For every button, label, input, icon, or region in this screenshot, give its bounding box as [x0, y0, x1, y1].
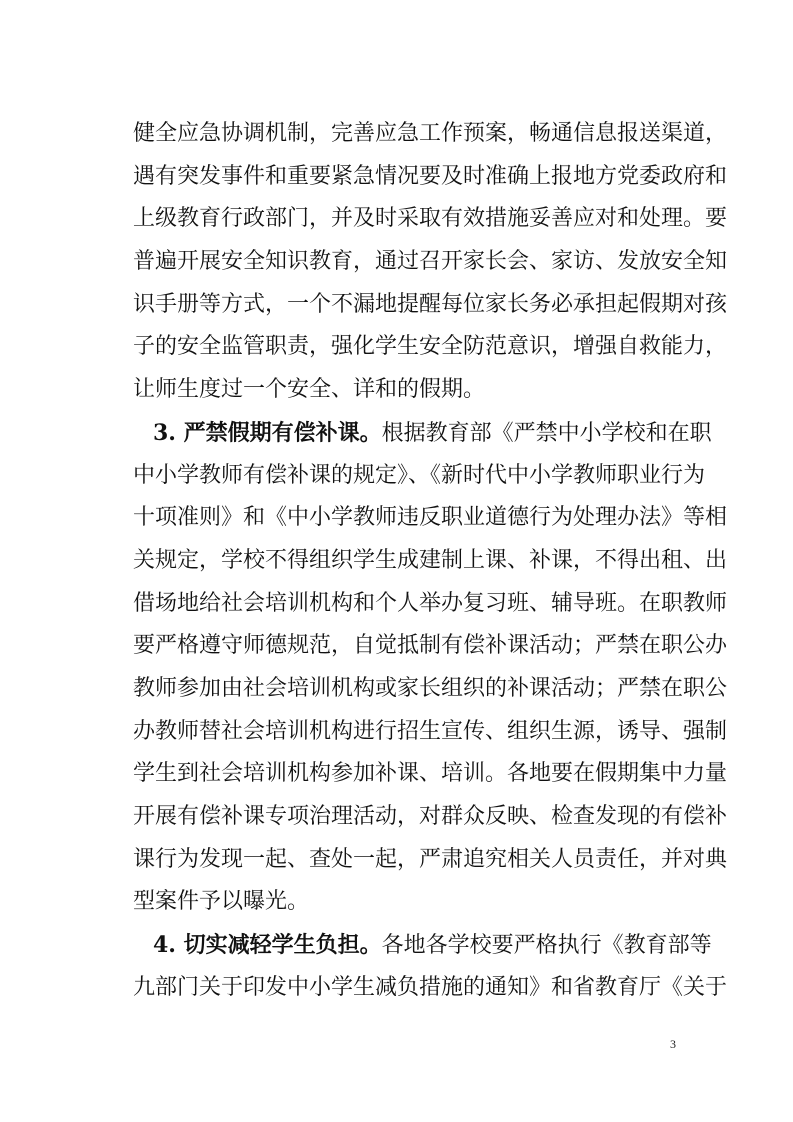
- text-line: 借场地给社会培训机构和个人举办复习班、辅导班。在职教师: [133, 590, 728, 616]
- text-line: 健全应急协调机制，完善应急工作预案，畅通信息报送渠道，: [133, 121, 728, 146]
- text-line: 关规定，学校不得组织学生成建制上课、补课，不得出租、出: [133, 547, 728, 573]
- section-4-heading: 4. 切实减轻学生负担。: [153, 932, 382, 959]
- text-line: 识手册等方式，一个不漏地提醒每位家长务必承担起假期对孩: [133, 291, 728, 317]
- text-line: 普遍开展安全知识教育，通过召开家长会、家访、发放安全知: [133, 249, 728, 275]
- text-line: 遇有突发事件和重要紧急情况要及时准确上报地方党委政府和: [133, 163, 728, 189]
- text-line: 上级教育行政部门，并及时采取有效措施妥善应对和处理。要: [133, 206, 728, 232]
- text-line: 办教师替社会培训机构进行招生宣传、组织生源，诱导、强制: [133, 718, 728, 744]
- section-4-first-line: [133, 924, 712, 967]
- text-line: 要严格遵守师德规范，自觉抵制有偿补课活动；严禁在职公办: [133, 633, 728, 659]
- text-line: 中小学教师有偿补课的规定》、《新时代中小学教师职业行为: [133, 462, 706, 488]
- text-line: 各地各学校要严格执行《教育部等: [381, 933, 712, 959]
- text-line: 子的安全监管职责，强化学生安全防范意识，增强自救能力，: [133, 334, 728, 360]
- text-line: 根据教育部《严禁中小学校和在职: [381, 420, 712, 446]
- text-line: 九部门关于印发中小学生减负措施的通知》和省教育厅《关于: [133, 974, 728, 1000]
- section-3-heading: 3. 严禁假期有偿补课。: [153, 419, 382, 446]
- text-line: 教师参加由社会培训机构或家长组织的补课活动；严禁在职公: [133, 675, 728, 701]
- section-3-first-line: [133, 412, 712, 455]
- text-line: 学生到社会培训机构参加补课、培训。各地要在假期集中力量: [133, 761, 728, 787]
- text-line: 型案件予以曝光。: [133, 889, 310, 915]
- text-line: 十项准则》和《中小学教师违反职业道德行为处理办法》等相: [133, 505, 728, 531]
- body-text: [133, 113, 728, 1009]
- text-line: 开展有偿补课专项治理活动，对群众反映、检查发现的有偿补: [133, 804, 728, 829]
- text-line: 让师生度过一个安全、详和的假期。: [133, 377, 486, 403]
- page-number: 3: [670, 1037, 676, 1051]
- text-line: 课行为发现一起、查处一起，严肃追究相关人员责任，并对典: [133, 846, 728, 872]
